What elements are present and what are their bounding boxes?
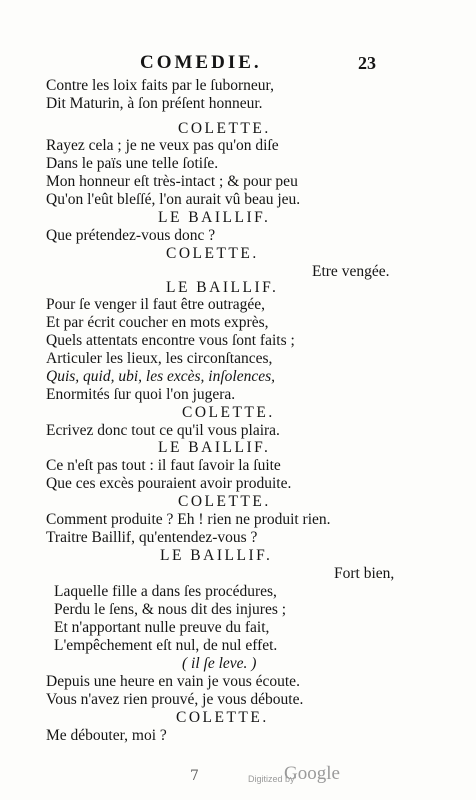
text-line: Dans le païs une telle ſotiſe. bbox=[46, 155, 219, 172]
speaker-name: LE BAILLIF. bbox=[158, 209, 271, 226]
page-header bbox=[0, 52, 476, 76]
text-line: Vous n'avez rien prouvé, je vous déboute. bbox=[46, 691, 304, 708]
speaker-name: LE BAILLIF. bbox=[160, 547, 273, 564]
text-line: Depuis une heure en vain je vous écoute. bbox=[46, 673, 300, 690]
digitized-by-text: Digitized by bbox=[248, 774, 295, 784]
text-line: Ce n'eſt pas tout : il faut ſavoir la ſuite bbox=[46, 457, 281, 474]
text-line: Etre vengée. bbox=[312, 263, 390, 280]
speaker-name: COLETTE. bbox=[166, 245, 259, 262]
text-line: Dit Maturin, à ſon préſent honneur. bbox=[46, 95, 263, 112]
text-line: Et n'apportant nulle preuve du fait, bbox=[54, 619, 270, 636]
speaker-name: LE BAILLIF. bbox=[158, 439, 271, 456]
text-line: Articuler les lieux, les circonſtances, bbox=[46, 350, 273, 367]
speaker-name: COLETTE. bbox=[178, 120, 271, 137]
text-line: Laquelle fille a dans ſes procédures, bbox=[54, 583, 277, 600]
text-line: Mon honneur eſt très-intact ; & pour peu bbox=[46, 173, 298, 190]
text-line: Quis, quid, ubi, les excès, inſolences, bbox=[46, 368, 276, 385]
text-line: Contre les loix faits par le ſuborneur, bbox=[46, 77, 274, 94]
text-line: Enormités ſur quoi l'on jugera. bbox=[46, 386, 236, 403]
text-line: Perdu le ſens, & nous dit des injures ; bbox=[54, 601, 287, 618]
text-line: Et par écrit coucher en mots exprès, bbox=[46, 314, 269, 331]
text-line: Traitre Baillif, qu'entendez-vous ? bbox=[46, 529, 258, 546]
text-line: Pour ſe venger il faut être outragée, bbox=[46, 296, 266, 313]
text-line: Me débouter, moi ? bbox=[46, 727, 167, 744]
speaker-name: COLETTE. bbox=[176, 709, 269, 726]
text-line: Que ces excès pouraient avoir produite. bbox=[46, 475, 292, 492]
footer-mark: 7 bbox=[190, 768, 199, 784]
text-line: Ecrivez donc tout ce qu'il vous plaira. bbox=[46, 422, 280, 439]
speaker-name: LE BAILLIF. bbox=[166, 279, 279, 296]
google-watermark: Google bbox=[284, 763, 340, 784]
speaker-name: COLETTE. bbox=[178, 493, 271, 510]
text-line: Quels attentats encontre vous ſont faits ; bbox=[46, 332, 295, 349]
page-footer bbox=[0, 762, 476, 792]
stage-direction: ( il ſe leve. ) bbox=[182, 655, 257, 672]
text-line: Fort bien, bbox=[334, 565, 395, 582]
text-line: Qu'on l'eût bleſſé, l'on aurait vû beau jeu. bbox=[46, 191, 301, 208]
text-line: L'empêchement eſt nul, de nul effet. bbox=[54, 637, 278, 654]
text-line: Que prétendez-vous donc ? bbox=[46, 227, 216, 244]
running-title: COMEDIE. bbox=[140, 52, 262, 73]
text-line: Rayez cela ; je ne veux pas qu'on diſe bbox=[46, 137, 279, 154]
text-line: Comment produite ? Eh ! rien ne produit rien. bbox=[46, 511, 331, 528]
speaker-name: COLETTE. bbox=[182, 404, 275, 421]
page-number: 23 bbox=[358, 53, 376, 73]
